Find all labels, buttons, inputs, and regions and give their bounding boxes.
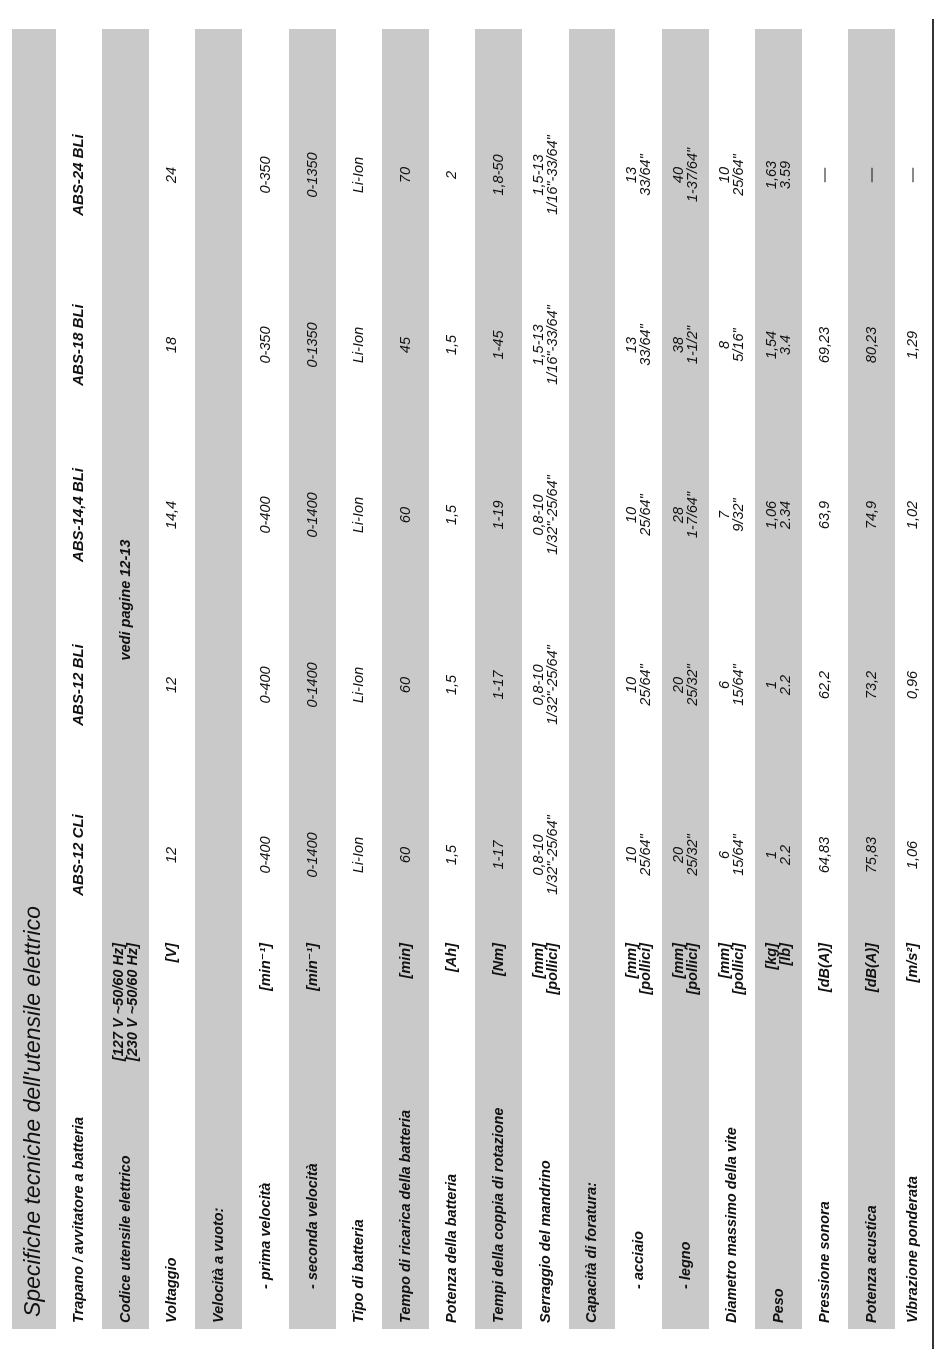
row-unit: [dB(A)] (863, 943, 880, 993)
table-cell (615, 770, 662, 940)
table-cell (709, 90, 755, 260)
row-label: Pressione sonora (817, 1201, 833, 1323)
cell-line: 2.2 (777, 674, 794, 696)
cell-line: 1/32"-25/64" (544, 475, 561, 555)
table-cell (755, 600, 802, 770)
code-reference: vedi pagine 12-13 (117, 539, 134, 661)
row-label: - acciaio (630, 1230, 647, 1289)
row-unit (709, 943, 755, 1079)
column-header: ABS-12 CLi (70, 814, 87, 896)
table-cell: 1-17 (490, 670, 507, 700)
unit-line: [mm] (717, 943, 733, 979)
table-cell: 60 (397, 846, 414, 864)
table-row-header (56, 29, 102, 1329)
row-label: Serraggio del mandrino (537, 1160, 554, 1323)
table-row-drilling-heading (569, 29, 615, 1329)
cell-line: 1 (763, 680, 780, 690)
table-cell: 0-400 (257, 496, 274, 534)
column-header: ABS-18 BLi (70, 304, 87, 386)
table-cell (615, 90, 662, 260)
table-cell: 0-1400 (304, 832, 321, 878)
cell-line: 15/64" (731, 834, 747, 876)
table-cell: 0-350 (257, 326, 274, 364)
table-cell: 1-19 (490, 500, 507, 530)
table-cell: 1,06 (905, 840, 921, 870)
cell-line: 7 (717, 510, 733, 520)
row-unit (522, 943, 569, 1079)
cell-line: 10 (717, 166, 733, 184)
table-cell: 80,23 (863, 326, 880, 364)
table-cell: 75,83 (863, 836, 880, 874)
table-row-chuck (522, 29, 569, 1329)
row-label: Tipo di batteria (351, 1219, 367, 1323)
table-cell: 14,4 (164, 500, 180, 530)
table-cell (522, 260, 569, 430)
table-row-charge-time (382, 29, 429, 1329)
tool-type-label: Trapano / avvitatore a batteria (71, 1116, 87, 1323)
table-cell (709, 430, 755, 600)
table-cell: 62,2 (817, 670, 833, 700)
title-band (12, 29, 56, 1329)
cell-line: 1 (763, 850, 780, 860)
table-cell: 0-1350 (304, 322, 321, 368)
table-cell: Li-Ion (351, 156, 367, 194)
column-header: ABS-24 BLi (70, 134, 87, 216)
cell-line: 25/64" (637, 494, 654, 536)
table-cell (755, 770, 802, 940)
row-label: Capacità di foratura: (584, 1182, 600, 1323)
unit-line: [127 V ~50/60 Hz] (110, 943, 127, 1062)
table-cell: 18 (164, 336, 180, 354)
table-cell: 70 (397, 166, 414, 184)
cell-line: 1/32"-25/64" (544, 815, 561, 895)
row-label: - seconda velocità (304, 1163, 321, 1289)
table-cell (662, 260, 709, 430)
table-cell: 24 (164, 166, 180, 184)
unit-line: [mm] (530, 943, 547, 979)
unit-line: [kg] (763, 943, 780, 970)
table-cell: 0-350 (257, 156, 274, 194)
page-title: Specifiche tecniche dell'utensile elettrico (19, 906, 45, 1317)
table-cell: 0-400 (257, 666, 274, 704)
row-label: Peso (770, 1288, 787, 1323)
table-cell: 0-1350 (304, 152, 321, 198)
table-cell: 73,2 (863, 670, 880, 700)
table-cell: 45 (397, 336, 414, 354)
table-row-speed2 (289, 29, 336, 1329)
cell-line: 15/64" (731, 664, 747, 706)
table-cell: 74,9 (863, 500, 880, 530)
row-unit: [V] (164, 943, 180, 963)
table-row-sound-pressure (802, 29, 848, 1329)
table-cell (615, 600, 662, 770)
unit-line: [lb] (777, 943, 794, 966)
table-row-sound-power (848, 29, 895, 1329)
table-row-steel (615, 29, 662, 1329)
table-row-speed1 (242, 29, 289, 1329)
cell-line: 0,8-10 (530, 494, 547, 536)
table-cell (662, 600, 709, 770)
row-unit (102, 943, 149, 1119)
cell-line: 1/16"-33/64" (544, 135, 561, 215)
row-unit: [min⁻¹] (304, 943, 321, 991)
cell-line: 6 (717, 680, 733, 690)
row-label: Diametro massimo della vite (724, 1127, 740, 1323)
row-unit: [Nm] (490, 943, 507, 977)
table-row-torque (475, 29, 522, 1329)
table-cell: 1,5 (444, 674, 460, 696)
row-label: Tempo di ricarica della batteria (397, 1109, 414, 1323)
row-unit: [m/s²] (905, 943, 921, 983)
table-cell (755, 260, 802, 430)
cell-line: 1/32"-25/64" (544, 645, 561, 725)
table-cell: Li-Ion (351, 496, 367, 534)
cell-line: 25/32" (684, 834, 701, 876)
cell-line: 33/64" (637, 154, 654, 196)
table-row-vibration (895, 29, 931, 1329)
table-cell: — (905, 167, 921, 183)
table-row-voltage (149, 29, 195, 1329)
table-cell (662, 430, 709, 600)
table-cell: Li-Ion (351, 666, 367, 704)
unit-line: [pollici] (637, 943, 654, 995)
row-label: - prima velocità (257, 1182, 274, 1289)
table-row-screw (709, 29, 755, 1329)
cell-line: 1,06 (763, 500, 780, 530)
cell-line: 5/16" (731, 328, 747, 362)
table-cell (522, 430, 569, 600)
row-label: Vibrazione ponderata (905, 1176, 921, 1323)
row-label: Tempi della coppia di rotazione (490, 1107, 507, 1323)
unit-line: [pollici] (684, 943, 701, 995)
table-row-speed-heading (195, 29, 242, 1329)
unit-line: [230 V ~50/60 Hz] (124, 943, 141, 1062)
bottom-divider (932, 19, 934, 1349)
row-unit (755, 943, 802, 1079)
table-cell: 1-17 (490, 840, 507, 870)
cell-line: 1-7/64" (684, 491, 701, 539)
row-label: - legno (677, 1241, 694, 1289)
table-cell: 0-400 (257, 836, 274, 874)
table-row-code (102, 29, 149, 1329)
row-unit: [min] (397, 943, 414, 979)
row-label: Codice utensile elettrico (117, 1155, 134, 1323)
table-cell: 1,02 (905, 500, 921, 530)
cell-line: 28 (670, 506, 687, 524)
table-cell: 1,5 (444, 844, 460, 866)
cell-line: 25/64" (731, 154, 747, 196)
table-cell: 63,9 (817, 500, 833, 530)
table-cell: 60 (397, 676, 414, 694)
row-label: Voltaggio (164, 1257, 180, 1323)
cell-line: 33/64" (637, 324, 654, 366)
row-unit (662, 943, 709, 1079)
cell-line: 1-1/2" (684, 325, 701, 365)
cell-line: 20 (670, 846, 687, 864)
table-cell (709, 770, 755, 940)
cell-line: 3.59 (777, 160, 794, 190)
unit-line: [pollici] (544, 943, 561, 995)
table-cell: 0-1400 (304, 492, 321, 538)
cell-line: 38 (670, 336, 687, 354)
table-row-wood (662, 29, 709, 1329)
unit-line: [pollici] (731, 943, 747, 995)
cell-line: 1-37/64" (684, 147, 701, 203)
cell-line: 1,5-13 (530, 324, 547, 366)
table-cell: 1,5 (444, 504, 460, 526)
table-cell (522, 770, 569, 940)
cell-line: 1,63 (763, 160, 780, 190)
column-header: ABS-12 BLi (70, 644, 87, 726)
cell-line: 10 (623, 506, 640, 524)
table-row-battery-type (336, 29, 382, 1329)
cell-line: 2.34 (777, 500, 794, 530)
column-header: ABS-14,4 BLi (70, 467, 87, 563)
row-unit: [Ah] (444, 943, 460, 972)
cell-line: 6 (717, 850, 733, 860)
table-cell: 0,96 (905, 670, 921, 700)
table-cell (615, 260, 662, 430)
table-cell: — (863, 167, 880, 183)
cell-line: 13 (623, 336, 640, 354)
table-cell (662, 770, 709, 940)
cell-line: 10 (623, 846, 640, 864)
cell-line: 25/64" (637, 664, 654, 706)
cell-line: 20 (670, 676, 687, 694)
table-cell (522, 600, 569, 770)
row-unit: [dB(A)] (817, 943, 833, 993)
table-cell (709, 260, 755, 430)
table-cell: 1,8-50 (490, 154, 507, 196)
cell-line: 8 (717, 340, 733, 350)
table-cell (709, 600, 755, 770)
table-cell: Li-Ion (351, 326, 367, 364)
row-unit: [min⁻¹] (257, 943, 274, 991)
cell-line: 1,54 (763, 330, 780, 360)
table-cell: 1,29 (905, 330, 921, 360)
table-cell: 64,83 (817, 836, 833, 874)
cell-line: 13 (623, 166, 640, 184)
table-cell (662, 90, 709, 260)
cell-line: 9/32" (731, 498, 747, 532)
cell-line: 25/64" (637, 834, 654, 876)
table-cell: 0-1400 (304, 662, 321, 708)
table-cell: 1,5 (444, 334, 460, 356)
row-label: Potenza acustica (863, 1205, 880, 1323)
table-cell: 1-45 (490, 330, 507, 360)
table-cell: Li-Ion (351, 836, 367, 874)
cell-line: 10 (623, 676, 640, 694)
table-cell: — (817, 167, 833, 183)
cell-line: 1,5-13 (530, 154, 547, 196)
table-cell: 2 (444, 170, 460, 180)
cell-line: 2.2 (777, 844, 794, 866)
cell-line: 0,8-10 (530, 664, 547, 706)
row-label: Velocità a vuoto: (210, 1207, 227, 1323)
cell-line: 0,8-10 (530, 834, 547, 876)
table-cell (755, 430, 802, 600)
table-cell: 60 (397, 506, 414, 524)
table-row-weight (755, 29, 802, 1329)
table-row-battery-power (429, 29, 475, 1329)
table-cell (755, 90, 802, 260)
row-unit (615, 943, 662, 1079)
cell-line: 40 (670, 166, 687, 184)
cell-line: 3.4 (777, 334, 794, 356)
table-cell (522, 90, 569, 260)
cell-line: 25/32" (684, 664, 701, 706)
table-cell: 12 (164, 846, 180, 864)
unit-line: [mm] (670, 943, 687, 979)
cell-line: 1/16"-33/64" (544, 305, 561, 385)
row-label: Potenza della batteria (444, 1173, 460, 1323)
unit-line: [mm] (623, 943, 640, 979)
table-cell: 69,23 (817, 326, 833, 364)
table-cell: 12 (164, 676, 180, 694)
table-cell (615, 430, 662, 600)
